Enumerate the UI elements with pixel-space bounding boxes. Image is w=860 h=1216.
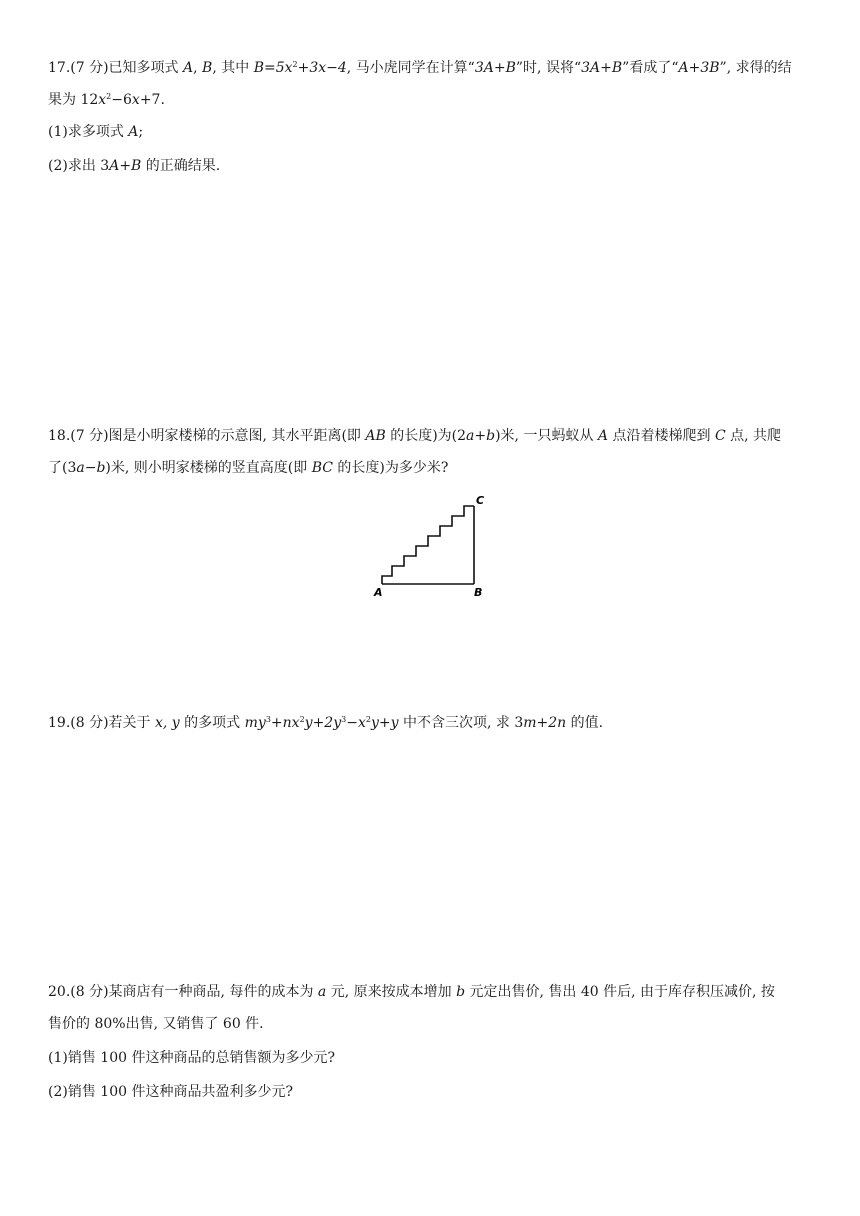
math: −x [346,715,366,731]
text: ”看成了“ [622,60,679,76]
exponent: 3 [265,715,271,724]
var: A [183,60,194,76]
text: )米, 则小明家楼梯的竖直高度(即 [105,460,312,476]
text: )米, 一只蚂蚁从 [495,428,598,444]
problem-19-line-1 [48,713,603,733]
math: y+y [370,715,399,731]
text: ”时, 误将“ [515,60,582,76]
math: y+2y [304,715,342,731]
math: A [597,428,609,444]
text: 点沿着楼梯爬到 [608,428,715,444]
text: , 其中 [212,60,254,76]
problem-17-question-1 [48,122,143,142]
text: 元, 原来按成本增加 [326,984,457,1000]
math: A [128,124,139,140]
problem-score: (7 分) [70,60,109,76]
text: 的多项式 [179,715,245,731]
math: +3x−4 [297,60,347,76]
problem-20-line-1 [48,982,775,1002]
math: 3A+B [474,60,516,76]
exponent: 2 [106,92,112,101]
text: ; [138,124,144,140]
text: 元定出售价, 售出 40 件后, 由于库存积压减价, 按 [465,984,775,1000]
math: m+2n [523,715,567,731]
math: +nx [270,715,300,731]
text: 了(3 [48,460,77,476]
math: a+b [466,428,496,444]
problem-17-question-2 [48,156,220,176]
exponent: 2 [299,715,305,724]
math: my [244,715,266,731]
text: 中不含三次项, 求 3 [398,715,524,731]
problem-18-line-1 [48,426,781,446]
text: 的长度)为(2 [385,428,467,444]
problem-number: 18. [48,428,71,444]
text: 的正确结果. [141,158,221,174]
text: 果为 12 [48,92,99,108]
problem-number: 20. [48,984,71,1000]
math: b [456,984,466,1000]
text: 某商店有一种商品, 每件的成本为 [108,984,318,1000]
problem-score: (8 分) [70,984,109,1000]
text: , 马小虎同学在计算“ [346,60,475,76]
math: a−b [76,460,106,476]
text: ”, 求得的结 [719,60,792,76]
math: A+3B [678,60,720,76]
text: (1)求多项式 [48,124,129,140]
staircase-figure [370,492,500,602]
math: x, y [155,715,180,731]
text: (2)求出 3 [48,158,110,174]
staircase-steps [382,506,474,584]
exponent: 3 [341,715,347,724]
math: 3A+B [581,60,623,76]
problem-18-line-2 [48,458,448,478]
math: a [317,984,327,1000]
math: B=5x [253,60,293,76]
problem-number: 19. [48,715,71,731]
label-a: A [374,586,383,599]
text: −6 [111,92,132,108]
math: AB [365,428,386,444]
math: BC [311,460,333,476]
text: 已知多项式 [108,60,183,76]
exponent: 2 [292,60,298,69]
problem-20-question-2: (2)销售 100 件这种商品共盈利多少元? [48,1084,293,1100]
problem-score: (7 分) [70,428,109,444]
problem-number: 17. [48,60,71,76]
text: +7. [139,92,165,108]
text: 点, 共爬 [725,428,782,444]
math: x [131,92,140,108]
problem-score: (8 分) [70,715,109,731]
math: C [714,428,726,444]
problem-20-question-1: (1)销售 100 件这种商品的总销售额为多少元? [48,1050,335,1066]
var: B [202,60,213,76]
text: 的值. [566,715,604,731]
math: x [98,92,107,108]
label-c: C [476,494,485,507]
exponent: 2 [365,715,371,724]
problem-17-line-2 [48,90,165,110]
text: 若关于 [108,715,155,731]
label-b: B [474,586,483,599]
text: 图是小明家楼梯的示意图, 其水平距离(即 [108,428,366,444]
math: A+B [109,158,142,174]
text: 的长度)为多少米? [332,460,449,476]
text: , [193,60,203,76]
problem-20-line-2: 售价的 80%出售, 又销售了 60 件. [48,1016,264,1032]
problem-17-line-1 [48,58,792,78]
